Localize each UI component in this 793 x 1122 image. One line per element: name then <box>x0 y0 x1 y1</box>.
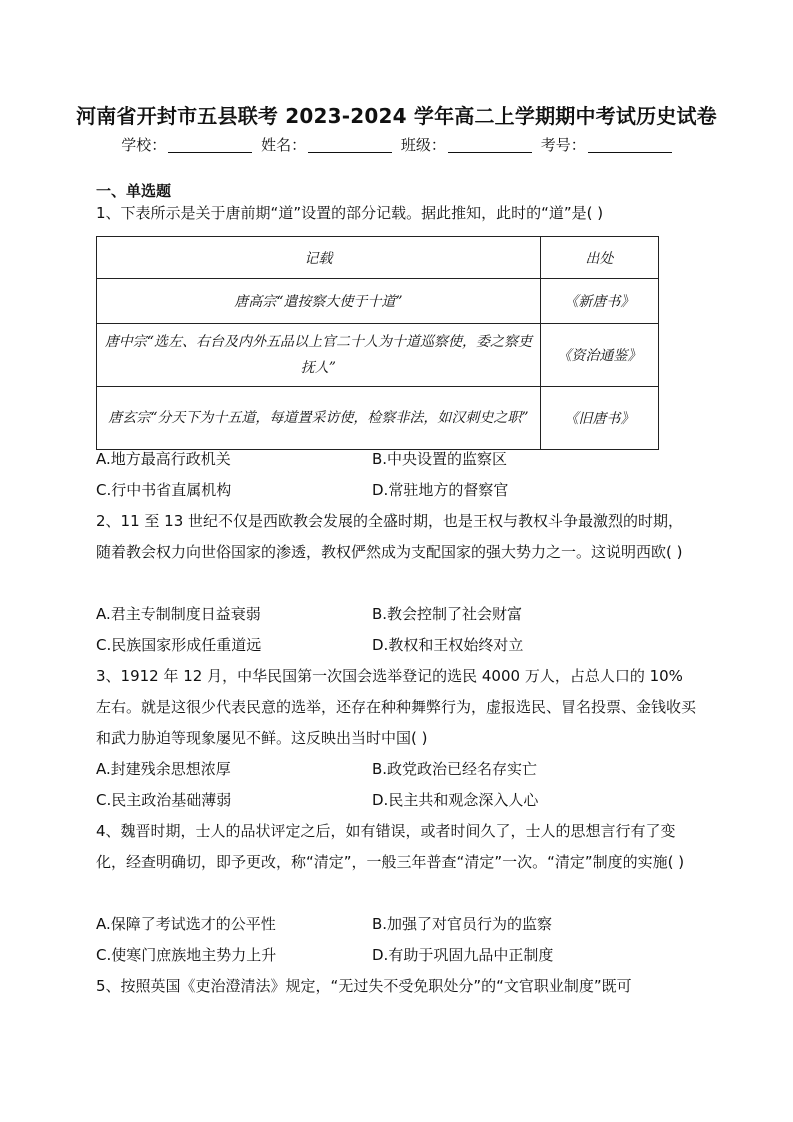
question-3-stem: 3、1912 年 12 月，中华民国第一次国会选举登记的选民 4000 万人，占总人口的 10% 左右。就是这很少代表民意的选举，还存在种种舞弊行为，虚报选民、冒名投票、金钱收买和武力胁迫等现象屡见不鲜。这反映出当时中国( ) <box>96 667 697 747</box>
question-1-stem: 1、下表所示是关于唐前期“道”设置的部分记载。据此推知，此时的“道”是( ) <box>96 204 604 222</box>
question-2-stem: 2、11 至 13 世纪不仅是西欧教会发展的全盛时期，也是王权与教权斗争最激烈的时期，随着教会权力向世俗国家的渗透，教权俨然成为支配国家的强大势力之一。这说明西欧( ) <box>96 512 684 561</box>
question-3-options <box>96 754 696 816</box>
option-d[interactable]: D.教权和王权始终对立 <box>372 636 524 654</box>
option-c[interactable]: C.民族国家形成任重道远 <box>96 636 262 654</box>
table-row <box>97 324 659 387</box>
option-b[interactable]: B.政党政治已经名存实亡 <box>372 760 538 778</box>
table-cell-source: 《资治通鉴》 <box>540 324 658 387</box>
exam-number-blank[interactable] <box>588 136 672 153</box>
option-a[interactable]: A.保障了考试选才的公平性 <box>96 915 276 933</box>
question-5-stem: 5、按照英国《吏治澄清法》规定，“无过失不受免职处分”的“文官职业制度”既可 <box>96 977 632 995</box>
exam-number-label: 考号： <box>540 136 586 154</box>
student-info-line <box>0 134 793 155</box>
option-d[interactable]: D.民主共和观念深入人心 <box>372 791 539 809</box>
option-a[interactable]: A.封建残余思想浓厚 <box>96 760 231 778</box>
question-2-options <box>96 599 696 661</box>
question-4-options <box>96 909 696 971</box>
option-a[interactable]: A.地方最高行政机关 <box>96 450 231 468</box>
school-label: 学校： <box>121 136 167 154</box>
class-blank[interactable] <box>448 136 532 153</box>
option-d[interactable]: D.有助于巩固九品中正制度 <box>372 946 554 964</box>
table-cell-source: 《旧唐书》 <box>540 387 658 450</box>
option-d[interactable]: D.常驻地方的督察官 <box>372 481 509 499</box>
table-cell-record: 唐中宗“选左、右台及内外五品以上官二十人为十道巡察使，委之察吏抚人” <box>97 324 541 387</box>
question-4-stem: 4、魏晋时期，士人的品状评定之后，如有错误，或者时间久了，士人的思想言行有了变化，经查明确切，即予更改，称“清定”，一般三年普查“清定”一次。“清定”制度的实施( ) <box>96 822 685 871</box>
option-a[interactable]: A.君主专制制度日益衰弱 <box>96 605 261 623</box>
name-blank[interactable] <box>308 136 392 153</box>
question-1-table <box>96 236 659 450</box>
table-header-row <box>97 237 659 279</box>
table-header-record: 记载 <box>97 237 541 279</box>
exam-title: 河南省开封市五县联考 2023-2024 学年高二上学期期中考试历史试卷 <box>76 104 717 128</box>
table-header-source: 出处 <box>540 237 658 279</box>
option-b[interactable]: B.加强了对官员行为的监察 <box>372 915 553 933</box>
option-b[interactable]: B.中央设置的监察区 <box>372 450 508 468</box>
table-cell-source: 《新唐书》 <box>540 279 658 324</box>
table-cell-record: 唐高宗“遣按察大使于十道” <box>97 279 541 324</box>
table-row <box>97 279 659 324</box>
class-label: 班级： <box>400 136 446 154</box>
name-label: 姓名： <box>261 136 307 154</box>
section-title: 一、单选题 <box>96 182 172 200</box>
table-row <box>97 387 659 450</box>
option-c[interactable]: C.使寒门庶族地主势力上升 <box>96 946 277 964</box>
option-b[interactable]: B.教会控制了社会财富 <box>372 605 523 623</box>
table-cell-record: 唐玄宗“分天下为十五道，每道置采访使，检察非法，如汉刺史之职” <box>97 387 541 450</box>
school-blank[interactable] <box>168 136 252 153</box>
option-c[interactable]: C.行中书省直属机构 <box>96 481 232 499</box>
question-1-options <box>96 444 696 506</box>
option-c[interactable]: C.民主政治基础薄弱 <box>96 791 232 809</box>
